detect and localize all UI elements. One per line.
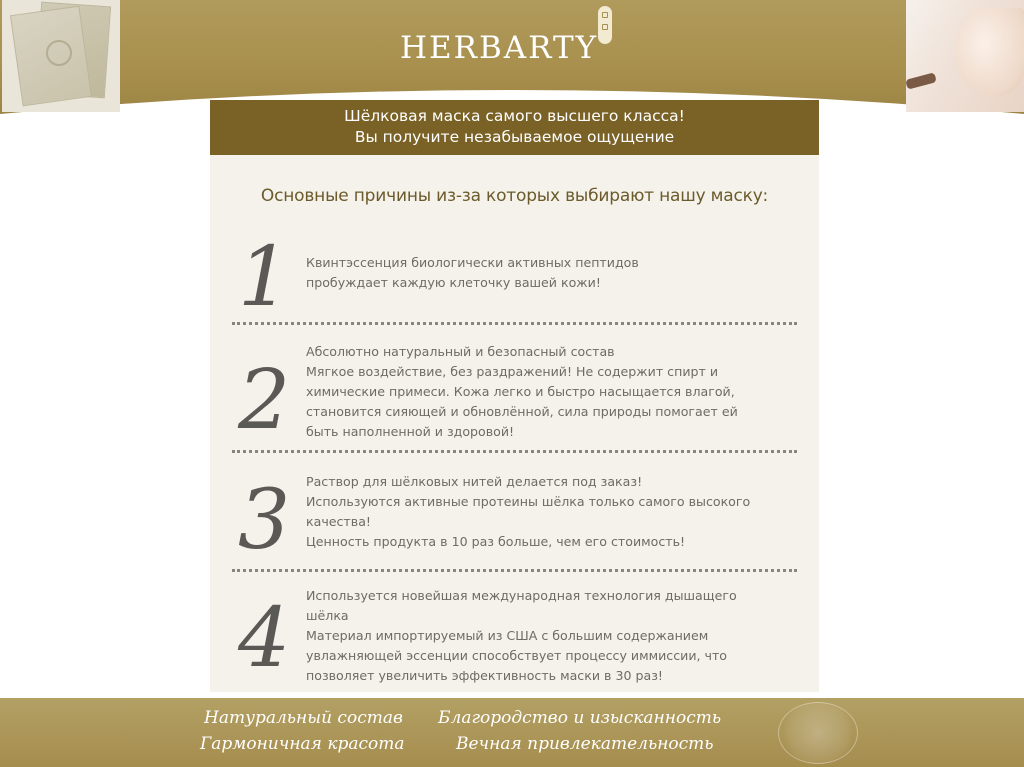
card-banner — [210, 100, 819, 155]
reason-line: качества! — [306, 514, 371, 529]
reason-number: 2 — [238, 353, 291, 448]
brush-shape — [905, 72, 937, 89]
reason-item-4 — [210, 582, 819, 690]
reason-line: позволяет увеличить эффективность маски в 30 раз! — [306, 668, 663, 683]
reason-line: Раствор для шёлковых нитей делается под заказ! — [306, 474, 643, 489]
reason-text — [306, 342, 776, 442]
reason-text — [306, 253, 776, 293]
reason-item-3 — [210, 466, 819, 566]
banner-line-1: Шёлковая маска самого высшего класса! — [344, 107, 685, 125]
reason-line: Абсолютно натуральный и безопасный состав — [306, 344, 615, 359]
reason-line: Ценность продукта в 10 раз больше, чем его стоимость! — [306, 534, 686, 549]
face-shape — [956, 8, 1024, 96]
reason-line: шёлка — [306, 608, 349, 623]
decorative-seal-icon — [778, 702, 858, 764]
reason-line: увлажняющей эссенции способствует процессу иммиссии, что — [306, 648, 727, 663]
content-card — [210, 100, 819, 692]
card-heading: Основные причины из-за которых выбирают нашу маску: — [260, 186, 769, 206]
slogan-harmony: Гармоничная красота — [200, 734, 405, 754]
reason-item-2 — [210, 338, 819, 448]
divider — [232, 322, 797, 325]
divider — [232, 450, 797, 453]
banner-line-2: Вы получите незабываемое ощущение — [354, 128, 675, 146]
slogan-attraction: Вечная привлекательность — [456, 734, 714, 754]
product-package-image — [2, 0, 120, 112]
reason-line: пробуждает каждую клеточку вашей кожи! — [306, 275, 601, 290]
reason-line: химические примеси. Кожа легко и быстро насыщается влагой, — [306, 384, 735, 399]
reason-item-1 — [210, 230, 819, 325]
reason-line: Материал импортируемый из США с большим содержанием — [306, 628, 709, 643]
brand-seal-icon — [598, 6, 612, 44]
package-emblem — [46, 40, 72, 66]
reason-line: Используются активные протеины шёлка только самого высокого — [306, 494, 751, 509]
reason-line: Мягкое воздействие, без раздражений! Не содержит спирт и — [306, 364, 719, 379]
reason-line: становится сияющей и обновлённой, сила природы помогает ей — [306, 404, 738, 419]
reason-number: 4 — [238, 591, 291, 686]
reason-number: 1 — [238, 230, 291, 325]
model-face-photo — [906, 0, 1024, 112]
reason-text — [306, 586, 776, 686]
brand-logo: HERBARTY — [400, 30, 599, 66]
reason-line: быть наполненной и здоровой! — [306, 424, 515, 439]
reason-line: Используется новейшая международная технология дышащего — [306, 588, 737, 603]
slogan-nobility: Благородство и изысканность — [438, 708, 722, 728]
reason-line: Квинтэссенция биологически активных пептидов — [306, 255, 639, 270]
divider — [232, 569, 797, 572]
reason-text — [306, 472, 776, 552]
slogan-natural: Натуральный состав — [204, 708, 403, 728]
reason-number: 3 — [238, 473, 291, 568]
